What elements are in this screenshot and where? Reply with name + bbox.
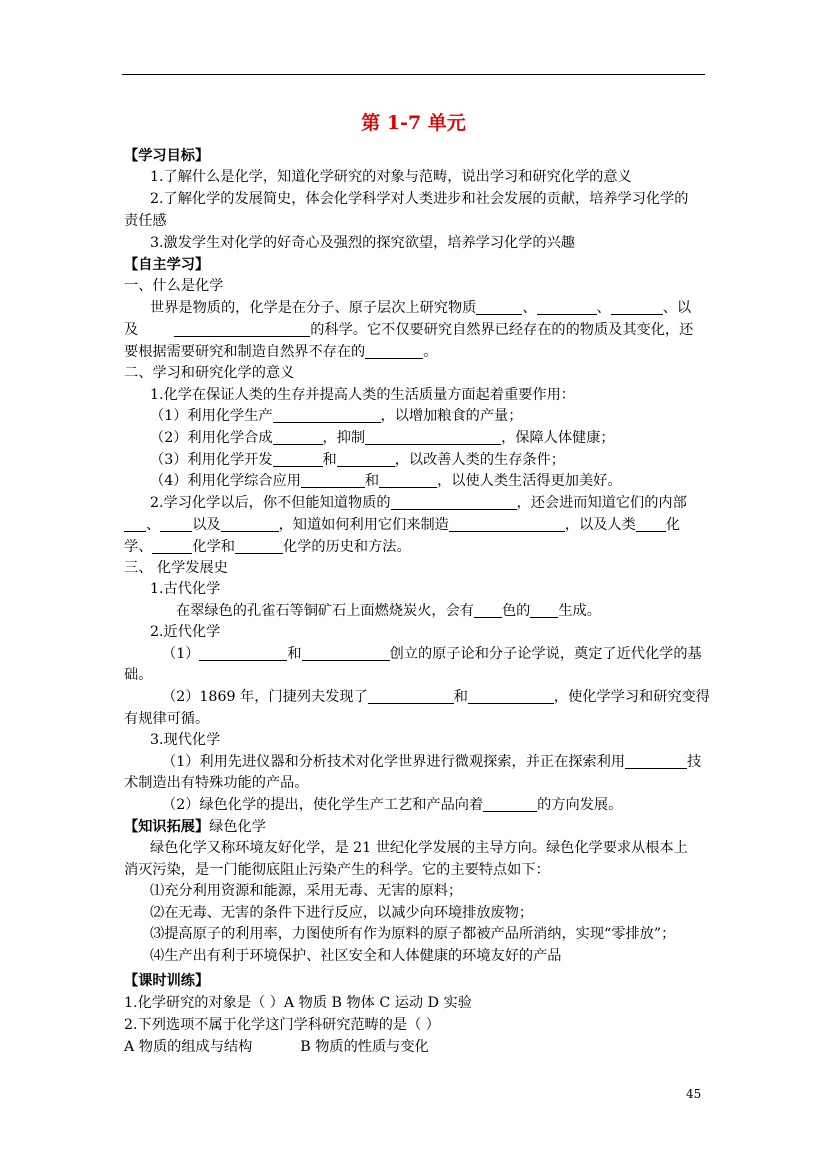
fill-blank[interactable] [379, 472, 437, 488]
fill-blank[interactable] [160, 516, 192, 532]
text-line: （2）利用化学合成 ，抑制 ，保障人体健康； [150, 430, 615, 446]
question-1: 1.化学研究的对象是（ ）A 物质 B 物体 C 运动 D 实验 [124, 995, 472, 1011]
fill-blank[interactable] [337, 451, 395, 467]
goal-item: 3.激发学生对化学的好奇心及强烈的探究欲望，培养学习化学的兴趣 [150, 235, 575, 251]
question-2: 2.下列选项不属于化学这门学科研究范畴的是（ ） [124, 1017, 440, 1033]
list-item: ⑴充分利用资源和能源，采用无毒、无害的原料； [150, 883, 463, 899]
text-line: 2.近代化学 [150, 624, 221, 640]
text-line: （2）1869 年，门捷列夫发现了 和 ，使化学学习和研究变得 [162, 689, 710, 705]
text-line: （1） 和 创立的原子论和分子论学说，奠定了近代化学的基 [162, 646, 702, 662]
text-line: 消灭污染，是一门能彻底阻止污染产生的科学。它的主要特点如下： [124, 862, 550, 878]
subsection-heading: 一、什么是化学 [124, 278, 224, 294]
option-a: A 物质的组成与结构 [124, 1039, 253, 1055]
text-line: （1）利用先进仪器和分析技术对化学世界进行微观探索，并正在探索利用 技 [162, 754, 702, 770]
page-number: 45 [686, 1087, 702, 1101]
text-line: 2.学习化学以后，你不但能知道物质的 ，还会进而知道它们的内部 [150, 495, 687, 511]
section-goals-heading: 【学习目标】 [124, 148, 210, 164]
goal-item: 责任感 [124, 213, 167, 229]
fill-blank[interactable] [301, 472, 365, 488]
fill-blank[interactable] [537, 299, 597, 315]
list-item: ⑷生产出有利于环境保护、社区安全和人体健康的环境友好的产品 [150, 948, 562, 964]
fill-blank[interactable] [476, 299, 522, 315]
option-b: B 物质的性质与变化 [300, 1039, 429, 1055]
fill-blank[interactable] [124, 516, 146, 532]
text-line: 础。 [124, 667, 153, 683]
text-line: 及 的科学。它不仅要研究自然界已经存在的的物质及其变化，还 [124, 322, 694, 338]
header-rule [122, 74, 705, 75]
fill-blank[interactable] [368, 688, 454, 704]
text-line: 学、 化学和 化学的历史和方法。 [124, 539, 411, 555]
fill-blank[interactable] [273, 407, 381, 423]
fill-blank[interactable] [273, 451, 323, 467]
text-line: 在翠绿色的孔雀石等铜矿石上面燃烧炭火，会有 色的 生成。 [176, 603, 601, 619]
goal-item: 1.了解什么是化学，知道化学研究的对象与范畴，说出学习和研究化学的意义 [150, 169, 632, 185]
text-line: 术制造出有特殊功能的产品。 [124, 775, 309, 791]
text-line: 世界是物质的，化学是在分子、原子层次上研究物质 、 、 、以 [150, 300, 692, 316]
fill-blank[interactable] [449, 516, 565, 532]
text-line: 1.化学在保证人类的生存并提高人类的生活质量方面起着重要作用： [150, 387, 575, 403]
text-line: 绿色化学又称环境友好化学，是 21 世纪化学发展的主导方向。绿色化学要求从根本上 [150, 840, 688, 856]
page-title: 第 1-7 单元 [361, 112, 466, 134]
fill-blank[interactable] [636, 516, 666, 532]
fill-blank[interactable] [483, 796, 537, 812]
fill-blank[interactable] [221, 516, 279, 532]
text-line: （1）利用化学生产 ，以增加粮食的产量； [150, 408, 523, 424]
section-train-heading: 【课时训练】 [124, 973, 210, 989]
section-ext-heading: 【知识拓展】绿色化学 [124, 819, 266, 835]
fill-blank[interactable] [152, 538, 192, 554]
text-line: 要根据需要研究和制造自然界不存在的 。 [124, 344, 438, 360]
text-line: （4）利用化学综合应用 和 ，以使人类生活得更加美好。 [150, 473, 622, 489]
list-item: ⑵在无毒、无害的条件下进行反应，以减少向环境排放废物； [150, 905, 534, 921]
text-line: 1.古代化学 [150, 581, 221, 597]
fill-blank[interactable] [273, 429, 323, 445]
fill-blank[interactable] [530, 602, 558, 618]
fill-blank[interactable] [391, 494, 517, 510]
fill-blank[interactable] [474, 602, 502, 618]
fill-blank[interactable] [199, 645, 287, 661]
text-line: （2）绿色化学的提出，使化学生产工艺和产品向着 的方向发展。 [162, 797, 623, 813]
fill-blank[interactable] [611, 299, 663, 315]
text-line: 3.现代化学 [150, 732, 221, 748]
fill-blank[interactable] [365, 343, 423, 359]
fill-blank[interactable] [235, 538, 283, 554]
goal-item: 2.了解化学的发展简史，体会化学科学对人类进步和社会发展的贡献，培养学习化学的 [150, 191, 689, 207]
subsection-heading: 二、学习和研究化学的意义 [124, 365, 295, 381]
list-item: ⑶提高原子的利用率，力图使所有作为原料的原子都被产品所消纳，实现“零排放”； [150, 926, 676, 942]
fill-blank[interactable] [174, 321, 310, 337]
text-line: 有规律可循。 [124, 711, 210, 727]
section-self-heading: 【自主学习】 [124, 257, 210, 273]
fill-blank[interactable] [625, 753, 687, 769]
question-2-options [124, 1037, 710, 1057]
text-line: （3）利用化学开发 和 ，以改善人类的生存条件； [150, 452, 565, 468]
fill-blank[interactable] [365, 429, 501, 445]
text-line: 、 以及 ，知道如何利用它们来制造 ，以及人类 化 [124, 515, 710, 535]
fill-blank[interactable] [302, 645, 390, 661]
fill-blank[interactable] [468, 688, 554, 704]
subsection-heading: 三、 化学发展史 [124, 560, 228, 576]
